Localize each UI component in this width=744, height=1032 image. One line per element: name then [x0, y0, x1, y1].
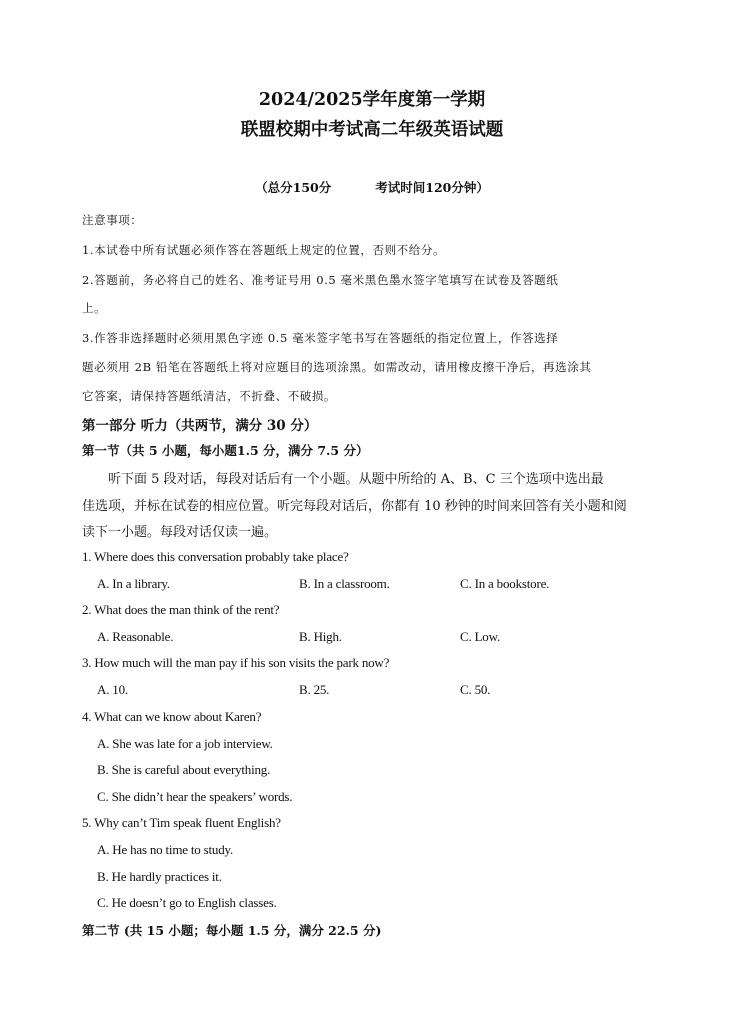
q2-option-c: C. Low.: [460, 629, 501, 644]
q4-option-a: A. She was late for a job interview.: [97, 736, 273, 751]
question-2: 2. What does the man think of the rent?: [82, 602, 280, 617]
exam-title-line2: 联盟校期中考试高二年级英语试题: [240, 120, 504, 140]
q5-option-a: A. He has no time to study.: [97, 842, 234, 857]
notice-item-2a: 2.答题前，务必将自己的姓名、准考证号用 0.5 毫米黑色墨水签字笔填写在试卷及答题纸: [82, 273, 559, 287]
question-5: 5. Why can’t Tim speak fluent English?: [82, 815, 281, 830]
q2-option-b: B. High.: [299, 629, 342, 644]
part1-title: 第一部分 听力（共两节，满分 30 分）: [82, 418, 318, 434]
notice-item-2b: 上。: [82, 301, 107, 315]
question-1: 1. Where does this conversation probably take place?: [82, 549, 349, 564]
q4-option-c: C. She didn’t hear the speakers’ words.: [97, 789, 293, 804]
notice-item-3a: 3.作答非选择题时必须用黑色字迹 0.5 毫米签字笔书写在答题纸的指定位置上，作答选择: [82, 331, 559, 345]
section1-title: 第一节（共 5 小题，每小题1.5 分，满分 7.5 分）: [82, 443, 369, 458]
q1-option-a: A. In a library.: [97, 576, 170, 591]
section2-title: 第二节 (共 15 小题；每小题 1.5 分，满分 22.5 分): [82, 923, 382, 938]
question-3: 3. How much will the man pay if his son visits the park now?: [82, 655, 390, 670]
total-score: （总分150分: [255, 180, 332, 195]
q5-option-c: C. He doesn’t go to English classes.: [97, 895, 277, 910]
q3-option-a: A. 10.: [97, 682, 128, 697]
intro-line-1: 听下面 5 段对话，每段对话后有一个小题。从题中所给的 A、B、C 三个选项中选出最: [108, 472, 604, 487]
question-4: 4. What can we know about Karen?: [82, 709, 262, 724]
q2-option-a: A. Reasonable.: [97, 629, 174, 644]
q1-option-b: B. In a classroom.: [299, 576, 390, 591]
exam-meta: [0, 178, 744, 196]
q3-option-c: C. 50.: [460, 682, 491, 697]
q4-option-b: B. She is careful about everything.: [97, 762, 271, 777]
intro-line-2: 佳选项，并标在试卷的相应位置。听完每段对话后，你都有 10 秒钟的时间来回答有关小题和阅: [82, 499, 627, 514]
exam-title-line1: 2024/2025学年度第一学期: [258, 90, 486, 110]
notice-item-3c: 它答案，请保持答题纸清洁，不折叠、不破损。: [82, 389, 337, 403]
exam-duration: 考试时间120分钟）: [375, 180, 489, 195]
notice-heading: 注意事项：: [82, 213, 143, 227]
notice-item-1: 1.本试卷中所有试题必须作答在答题纸上规定的位置，否则不给分。: [82, 243, 446, 257]
q1-option-c: C. In a bookstore.: [460, 576, 550, 591]
q5-option-b: B. He hardly practices it.: [97, 869, 222, 884]
q3-option-b: B. 25.: [299, 682, 330, 697]
notice-item-3b: 题必须用 2B 铅笔在答题纸上将对应题目的选项涂黑。如需改动，请用橡皮擦干净后，再选涂其: [82, 360, 592, 374]
intro-line-3: 读下一小题。每段对话仅读一遍。: [82, 525, 278, 540]
